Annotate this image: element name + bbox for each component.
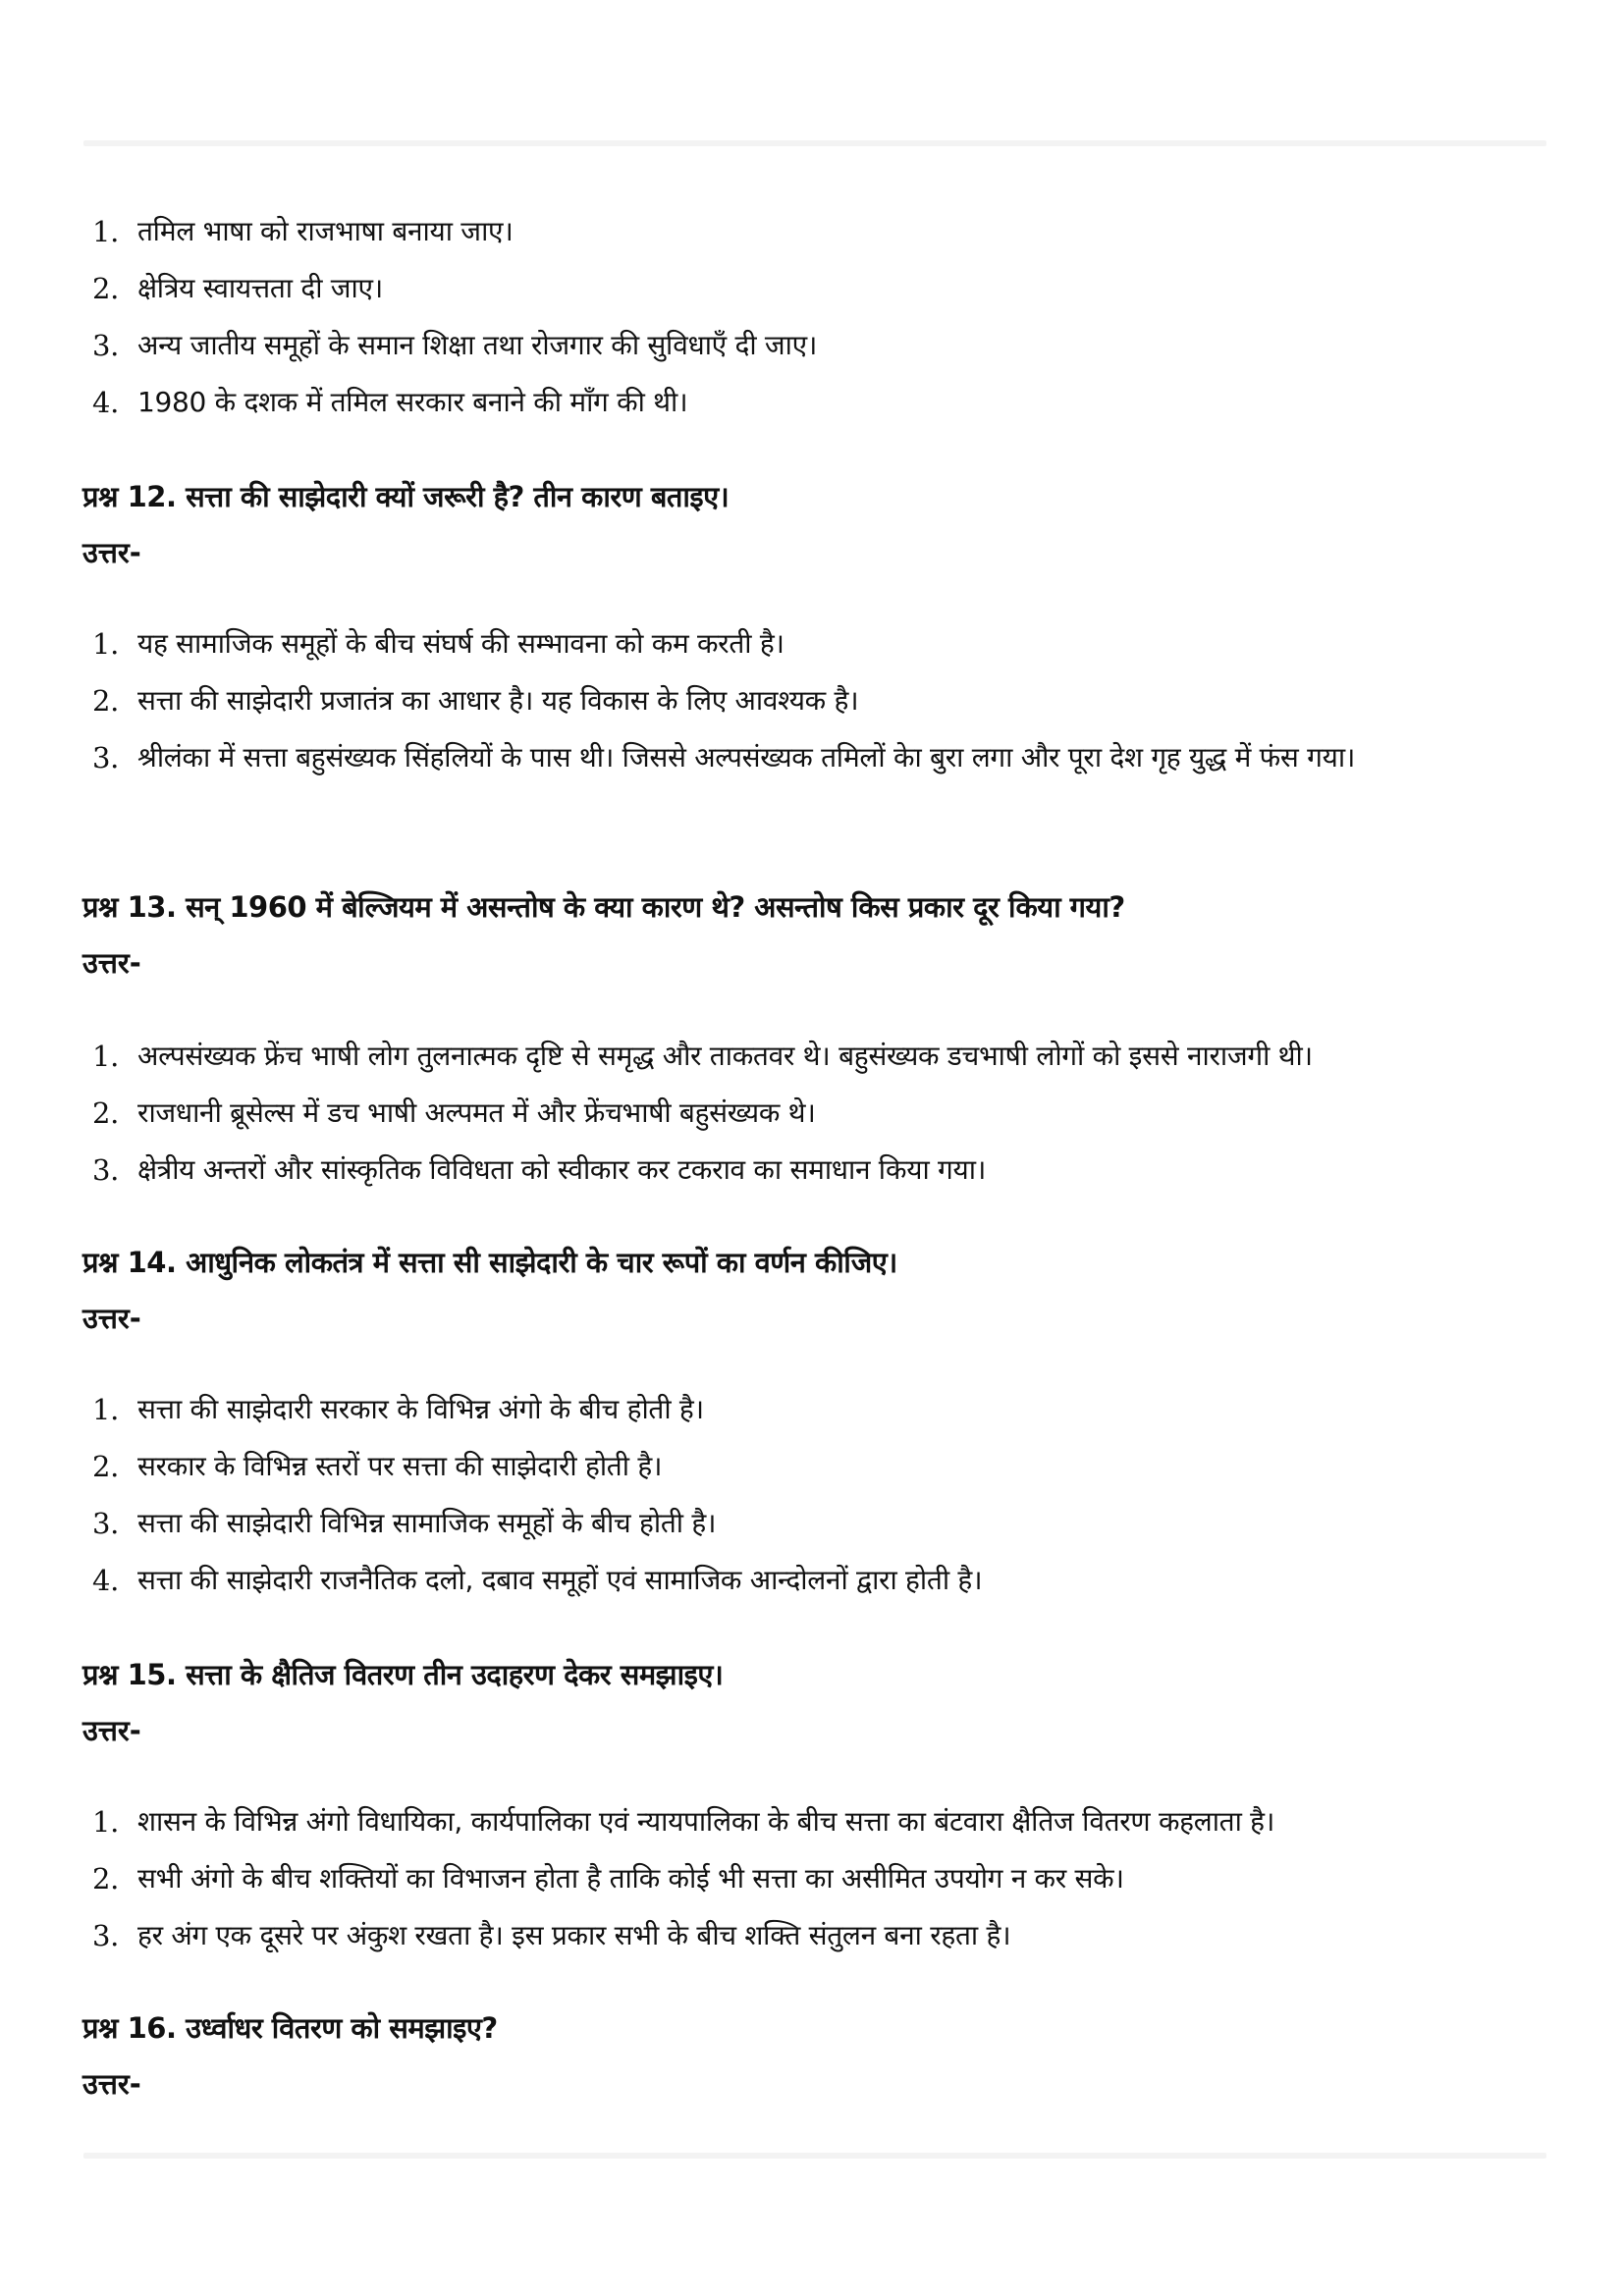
list-text: राजधानी ब्रूसेल्स में डच भाषी अल्पमत में और फ्रेंचभाषी बहुसंख्यक थे। <box>137 1096 816 1129</box>
list-number: 1. <box>92 1393 120 1426</box>
question-12 <box>82 469 1555 581</box>
list-item <box>82 1850 1555 1907</box>
question-title: प्रश्न 14. आधुनिक लोकतंत्र में सत्ता सी साझेदारी के चार रूपों का वर्णन कीजिए। <box>82 1246 897 1279</box>
list-text: अन्य जातीय समूहों के समान शिक्षा तथा रोजगार की सुविधाएँ दी जाए। <box>137 329 818 361</box>
list-number: 2. <box>92 1862 120 1896</box>
list-text: हर अंग एक दूसरे पर अंकुश रखता है। इस प्रकार सभी के बीच शक्ति संतुलन बना रहता है। <box>137 1919 1011 1951</box>
list-number: 3. <box>92 1507 120 1540</box>
list-text: शासन के विभिन्न अंगो विधायिका, कार्यपालिका एवं न्यायपालिका के बीच सत्ता का बंटवारा क्षैतिज वितरण कहलाता है। <box>137 1805 1275 1838</box>
list-text: सरकार के विभिन्न स्तरों पर सत्ता की साझेदारी होती है। <box>137 1450 663 1482</box>
q12-answer-list <box>82 615 1555 786</box>
q14-answer-list-block <box>82 1381 1555 1609</box>
list-number: 1. <box>92 1040 120 1073</box>
q13-answer-list-block <box>82 1028 1555 1199</box>
list-text: सत्ता की साझेदारी प्रजातंत्र का आधार है। यह विकास के लिए आवश्यक है। <box>137 684 859 717</box>
list-item <box>82 317 1555 374</box>
list-item <box>82 615 1555 672</box>
answer-label: उत्तर- <box>82 1302 141 1335</box>
q11-answer-list <box>82 203 1555 431</box>
bottom-divider <box>83 2153 1546 2159</box>
list-number: 2. <box>92 684 120 718</box>
list-item <box>82 374 1555 431</box>
list-number: 2. <box>92 272 120 305</box>
question-title: प्रश्न 16. उर्ध्वाधर वितरण को समझाइए? <box>82 2011 498 2045</box>
q15-answer-list-block <box>82 1793 1555 1964</box>
list-number: 1. <box>92 627 120 661</box>
list-number: 3. <box>92 329 120 362</box>
list-text: सत्ता की साझेदारी विभिन्न सामाजिक समूहों के बीच होती है। <box>137 1507 717 1539</box>
list-text: क्षेत्रीय अन्तरों और सांस्कृतिक विविधता को स्वीकार कर टकराव का समाधान किया गया। <box>137 1153 987 1186</box>
question-title: प्रश्न 13. सन् 1960 में बेल्जियम में असन्तोष के क्या कारण थे? असन्तोष किस प्रकार दूर किया गया? <box>82 890 1125 924</box>
list-item <box>82 260 1555 317</box>
list-item <box>82 729 1551 786</box>
list-number: 4. <box>92 386 120 419</box>
question-14 <box>82 1235 1555 1347</box>
question-title: प्रश्न 15. सत्ता के क्षैतिज वितरण तीन उदाहरण देकर समझाइए। <box>82 1658 724 1691</box>
list-item <box>82 1028 1555 1085</box>
list-item <box>82 672 1555 729</box>
q11-answer-list-block <box>82 203 1555 431</box>
question-13 <box>82 880 1555 991</box>
list-item <box>82 1438 1555 1495</box>
q14-answer-list <box>82 1381 1555 1609</box>
answer-label: उत्तर- <box>82 2067 141 2101</box>
list-text: अल्पसंख्यक फ्रेंच भाषी लोग तुलनात्मक दृष्टि से समृद्ध और ताकतवर थे। बहुसंख्यक डचभाषी लोगों को इससे नाराजगी थी। <box>137 1040 1313 1072</box>
list-text: क्षेत्रिय स्वायत्तता दी जाए। <box>137 272 383 304</box>
list-text: तमिल भाषा को राजभाषा बनाया जाए। <box>137 215 514 247</box>
q12-answer-list-block <box>82 615 1555 786</box>
answer-label: उत्तर- <box>82 1714 141 1747</box>
list-text: सत्ता की साझेदारी सरकार के विभिन्न अंगो के बीच होती है। <box>137 1393 704 1425</box>
list-item <box>82 1552 1555 1609</box>
list-item <box>82 1142 1555 1199</box>
question-16 <box>82 2001 1555 2112</box>
list-number: 2. <box>92 1450 120 1483</box>
list-number: 1. <box>92 1805 120 1839</box>
list-number: 1. <box>92 215 120 248</box>
list-number: 4. <box>92 1564 120 1597</box>
answer-label: उत्तर- <box>82 536 141 569</box>
question-15 <box>82 1647 1555 1759</box>
list-item <box>82 1085 1555 1142</box>
list-item <box>82 1907 1555 1964</box>
list-text: श्रीलंका में सत्ता बहुसंख्यक सिंहलियों के पास थी। जिससे अल्पसंख्यक तमिलों केा बुरा लगा और पूरा देश गृह युद्ध में फंस गया। <box>137 741 1356 774</box>
list-text: सत्ता की साझेदारी राजनैतिक दलो, दबाव समूहों एवं सामाजिक आन्दोलनों द्वारा होती है। <box>137 1564 983 1596</box>
list-text: सभी अंगो के बीच शक्तियों का विभाजन होता है ताकि कोई भी सत्ता का असीमित उपयोग न कर सके। <box>137 1862 1124 1895</box>
list-item <box>82 1381 1555 1438</box>
question-title: प्रश्न 12. सत्ता की साझेदारी क्यों जरूरी है? तीन कारण बताइए। <box>82 480 730 513</box>
q13-answer-list <box>82 1028 1555 1199</box>
list-text: यह सामाजिक समूहों के बीच संघर्ष की सम्भावना को कम करती है। <box>137 627 784 660</box>
list-number: 3. <box>92 1153 120 1187</box>
list-number: 2. <box>92 1096 120 1130</box>
answer-label: उत्तर- <box>82 946 141 980</box>
list-item <box>82 1495 1555 1552</box>
list-text: 1980 के दशक में तमिल सरकार बनाने की माँग की थी। <box>137 386 688 418</box>
list-number: 3. <box>92 741 120 774</box>
list-item <box>82 1793 1555 1850</box>
list-number: 3. <box>92 1919 120 1952</box>
top-divider <box>83 140 1546 146</box>
list-item <box>82 203 1555 260</box>
q15-answer-list <box>82 1793 1555 1964</box>
